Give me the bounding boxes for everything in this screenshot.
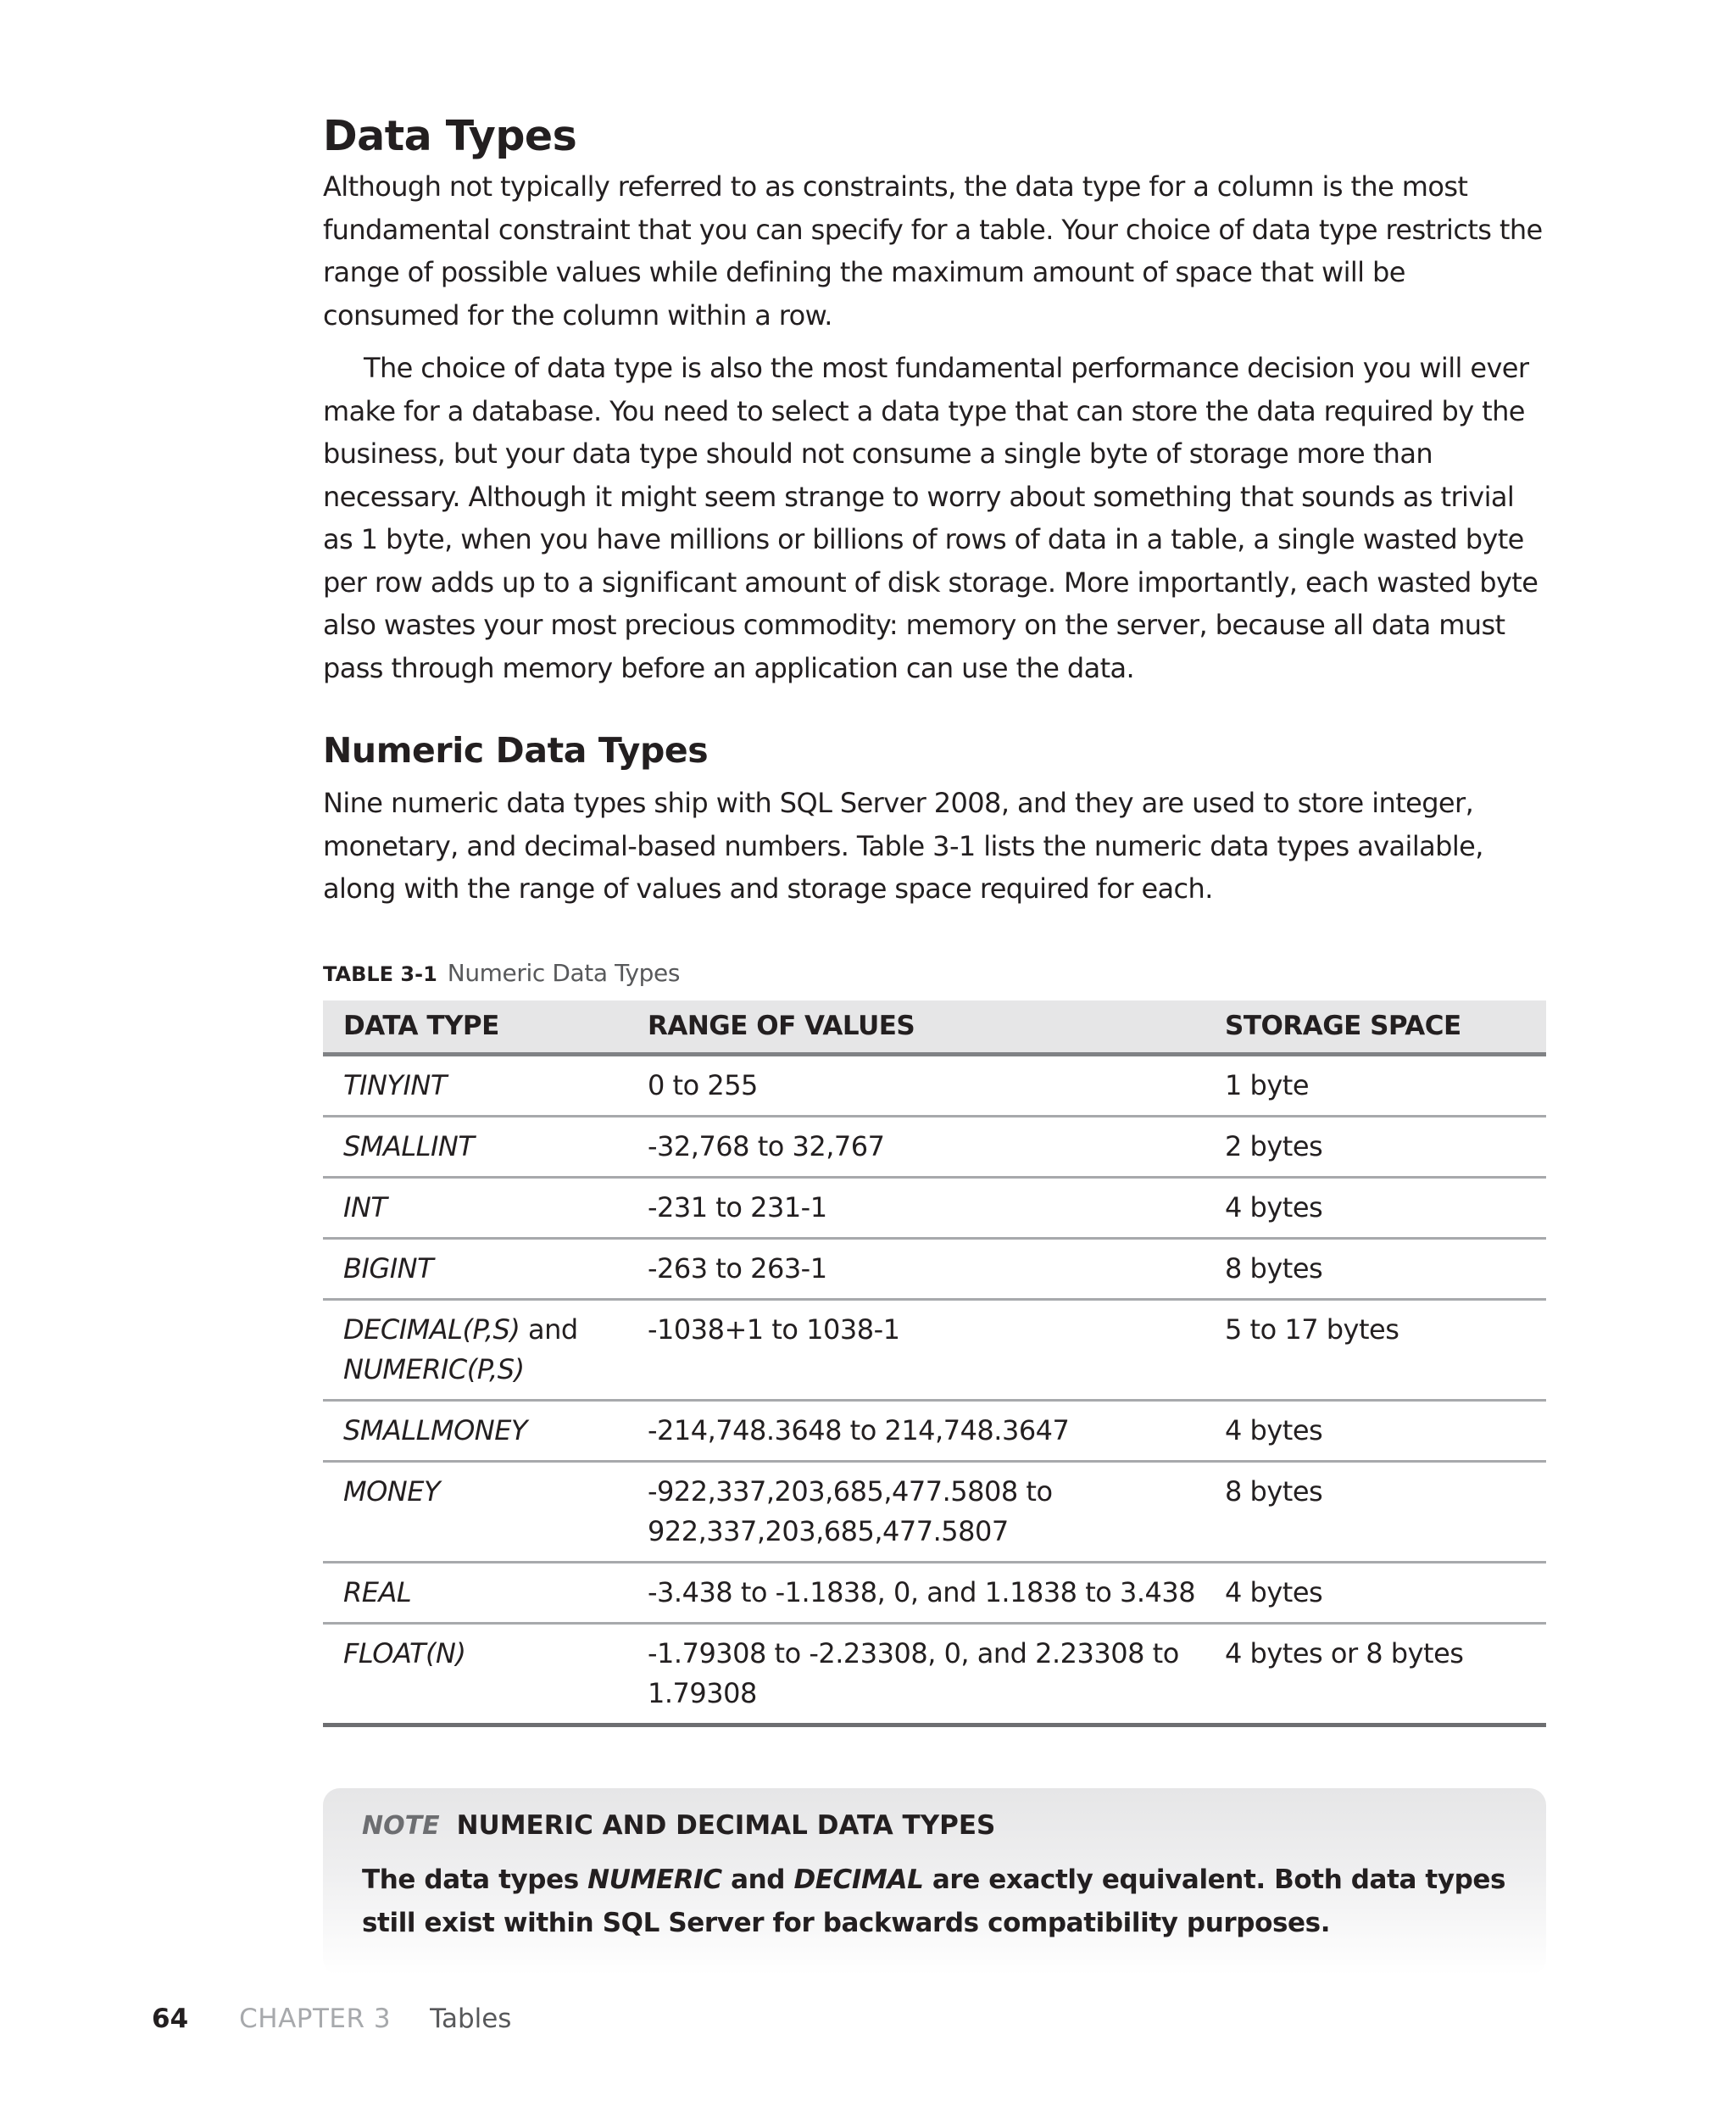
table-row <box>323 1623 1546 1725</box>
cell-storage: 1 byte <box>1205 1054 1546 1116</box>
cell-data-type: SMALLINT <box>323 1116 627 1177</box>
table-row <box>323 1299 1546 1400</box>
cell-range: -922,337,203,685,477.5808 to 922,337,203,685,477.5807 <box>627 1461 1205 1562</box>
cell-storage: 4 bytes <box>1205 1400 1546 1461</box>
chapter-title: Tables <box>430 2004 512 2034</box>
cell-range: -3.438 to -1.1838, 0, and 1.1838 to 3.438 <box>627 1562 1205 1623</box>
cell-storage: 8 bytes <box>1205 1238 1546 1299</box>
cell-range: -1038+1 to 1038-1 <box>627 1299 1205 1400</box>
cell-data-type: SMALLMONEY <box>323 1400 627 1461</box>
cell-storage: 5 to 17 bytes <box>1205 1299 1546 1400</box>
note-body <box>362 1859 1507 1945</box>
cell-range: -214,748.3648 to 214,748.3647 <box>627 1400 1205 1461</box>
table-row <box>323 1116 1546 1177</box>
table-row <box>323 1461 1546 1562</box>
table-row <box>323 1562 1546 1623</box>
cell-storage: 8 bytes <box>1205 1461 1546 1562</box>
cell-range: -32,768 to 32,767 <box>627 1116 1205 1177</box>
page-content <box>323 109 1546 1976</box>
note-label: NOTE <box>362 1810 440 1841</box>
note-box <box>323 1788 1546 1976</box>
table-caption <box>323 956 1546 991</box>
cell-data-type-primary: DECIMAL(P,S) <box>343 1313 520 1346</box>
note-body-pre: The data types <box>362 1864 588 1895</box>
table-row <box>323 1054 1546 1116</box>
cell-range: -1.79308 to -2.23308, 0, and 2.23308 to 1.79308 <box>627 1623 1205 1725</box>
cell-data-type: INT <box>323 1177 627 1238</box>
subsection-title: Numeric Data Types <box>323 730 709 771</box>
cell-storage: 4 bytes <box>1205 1177 1546 1238</box>
table-caption-title: Numeric Data Types <box>447 958 681 987</box>
table-header-row <box>323 1000 1546 1055</box>
cell-data-type: MONEY <box>323 1461 627 1562</box>
performance-paragraph: The choice of data type is also the most fundamental performance decision you will ever make for a database. You need to select a data type that can store the data required by the business, but your data type should not consume a single byte of storage more than necessary. Although it might seem strange to worry about something that sounds as trivial as 1 byte, when you have millions or billions of rows of data in a table, a single wasted byte per row adds up to a significant amount of disk storage. More importantly, each wasted byte also wastes your most precious commodity: memory on the server, because all data must pass through memory before an application can use the data. <box>323 352 1538 684</box>
note-title: NUMERIC AND DECIMAL DATA TYPES <box>456 1809 996 1841</box>
table-caption-label: TABLE 3-1 <box>323 961 437 986</box>
page-number: 64 <box>152 2004 189 2034</box>
section-title: Data Types <box>323 112 577 160</box>
cell-range: -263 to 263-1 <box>627 1238 1205 1299</box>
intro-paragraph: Although not typically referred to as constraints, the data type for a column is the most fundamental constraint that you can specify for a table. Your choice of data type restricts the range of possible values while defining the maximum amount of space that will be consumed for the column within a row. <box>323 170 1543 332</box>
table-row <box>323 1177 1546 1238</box>
cell-data-type-secondary: NUMERIC(P,S) <box>343 1352 525 1385</box>
cell-range: -231 to 231-1 <box>627 1177 1205 1238</box>
column-header-range: RANGE OF VALUES <box>627 1000 1205 1055</box>
cell-data-type <box>323 1299 627 1400</box>
table-row <box>323 1238 1546 1299</box>
column-header-data-type: DATA TYPE <box>323 1000 627 1055</box>
numeric-data-types-table <box>323 1000 1546 1727</box>
cell-data-type: FLOAT(N) <box>323 1623 627 1725</box>
cell-storage: 4 bytes <box>1205 1562 1546 1623</box>
cell-data-type: BIGINT <box>323 1238 627 1299</box>
note-header <box>362 1805 1507 1847</box>
table-row <box>323 1400 1546 1461</box>
numeric-intro-paragraph: Nine numeric data types ship with SQL Server 2008, and they are used to store integer, monetary, and decimal-based numbers. Table 3-1 lists the numeric data types available, along with the range of values and storage space required for each. <box>323 787 1483 905</box>
cell-data-type: REAL <box>323 1562 627 1623</box>
note-body-decimal: DECIMAL <box>793 1864 924 1895</box>
cell-storage: 2 bytes <box>1205 1116 1546 1177</box>
cell-storage: 4 bytes or 8 bytes <box>1205 1623 1546 1725</box>
note-body-post: are exactly equivalent. Both data types still exist within SQL Server for backwards compatibility purposes. <box>362 1864 1506 1938</box>
page-footer <box>152 1999 511 2038</box>
cell-data-type: TINYINT <box>323 1054 627 1116</box>
cell-data-type-joiner: and <box>527 1313 578 1346</box>
note-body-mid: and <box>721 1864 794 1895</box>
cell-range: 0 to 255 <box>627 1054 1205 1116</box>
column-header-storage: STORAGE SPACE <box>1205 1000 1546 1055</box>
chapter-label: CHAPTER 3 <box>239 2004 392 2034</box>
note-body-numeric: NUMERIC <box>587 1864 722 1895</box>
